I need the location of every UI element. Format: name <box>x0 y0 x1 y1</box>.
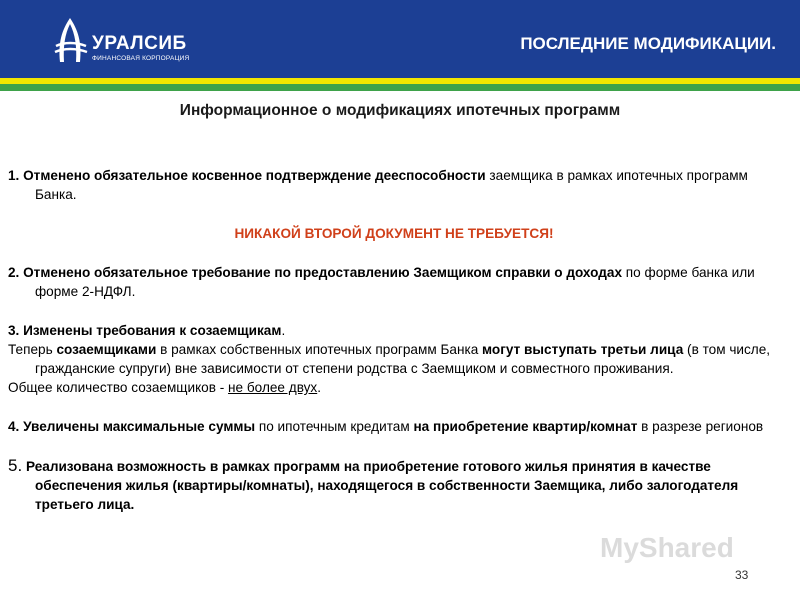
brand-subtitle: ФИНАНСОВАЯ КОРПОРАЦИЯ <box>92 55 190 62</box>
item-2-bold: 2. Отменено обязательное требование по предоставлению Заемщиком справки о доходах <box>8 265 623 280</box>
item-4-bold-a: 4. Увеличены максимальные суммы <box>8 419 256 434</box>
company-logo <box>52 16 212 64</box>
item-4-text-end: в разрезе регионов <box>637 419 764 434</box>
item-3-bold: 3. Изменены требования к созаемщикам <box>8 323 282 338</box>
item-4 <box>8 417 780 436</box>
item-3-heading <box>8 321 780 340</box>
page-number: 33 <box>735 568 749 582</box>
item-3-bold-b: созаемщиками <box>56 342 157 357</box>
item-3-period: . <box>281 323 286 338</box>
logo-emblem-icon <box>52 16 88 64</box>
brand-name: УРАЛСИБ <box>92 33 187 54</box>
item-3-bold-d: могут выступать третьи лица <box>482 342 684 357</box>
item-4-text-mid: по ипотечным кредитам <box>255 419 414 434</box>
watermark: MyShared <box>600 532 734 563</box>
item-3-body <box>8 340 780 378</box>
slide-subtitle: Информационное о модификациях ипотечных программ <box>179 102 621 119</box>
header-bar <box>0 0 800 78</box>
item-5-number: 5. <box>8 456 23 475</box>
slide-body <box>8 166 780 514</box>
item-3-text-e: (в том числе, гражданские супруги) вне зависимости от степени родства с Заемщиком и совместного проживания. <box>35 342 771 376</box>
total-text-a: Общее количество созаемщиков - <box>8 380 229 395</box>
item-1-text: заемщика в рамках ипотечных программ Банка. <box>35 168 748 202</box>
item-2 <box>8 263 780 301</box>
item-1 <box>8 166 780 204</box>
item-2-text: по форме банка или форме 2-НДФЛ. <box>35 265 755 299</box>
total-underlined: не более двух <box>228 380 318 395</box>
item-1-bold: 1. Отменено обязательное косвенное подтверждение дееспособности <box>8 168 486 183</box>
item-5 <box>8 456 780 514</box>
green-stripe <box>0 84 800 91</box>
item-3-total <box>8 378 780 397</box>
item-4-bold-b: на приобретение квартир/комнат <box>413 419 638 434</box>
item-3-text-a: Теперь <box>8 342 57 357</box>
item-3-text-c: в рамках собственных ипотечных программ Банка <box>156 342 483 357</box>
total-period: . <box>317 380 321 395</box>
notice-text: НИКАКОЙ ВТОРОЙ ДОКУМЕНТ НЕ ТРЕБУЕТСЯ! <box>234 226 554 241</box>
item-5-bold: Реализована возможность в рамках программ на приобретение готового жилья принятия в качестве обеспечения жилья (квартиры/комнаты), находящегося в собственности Заемщика, либо залогодателя третьего лица. <box>22 459 739 512</box>
slide-title: ПОСЛЕДНИЕ МОДИФИКАЦИИ. <box>520 34 776 53</box>
